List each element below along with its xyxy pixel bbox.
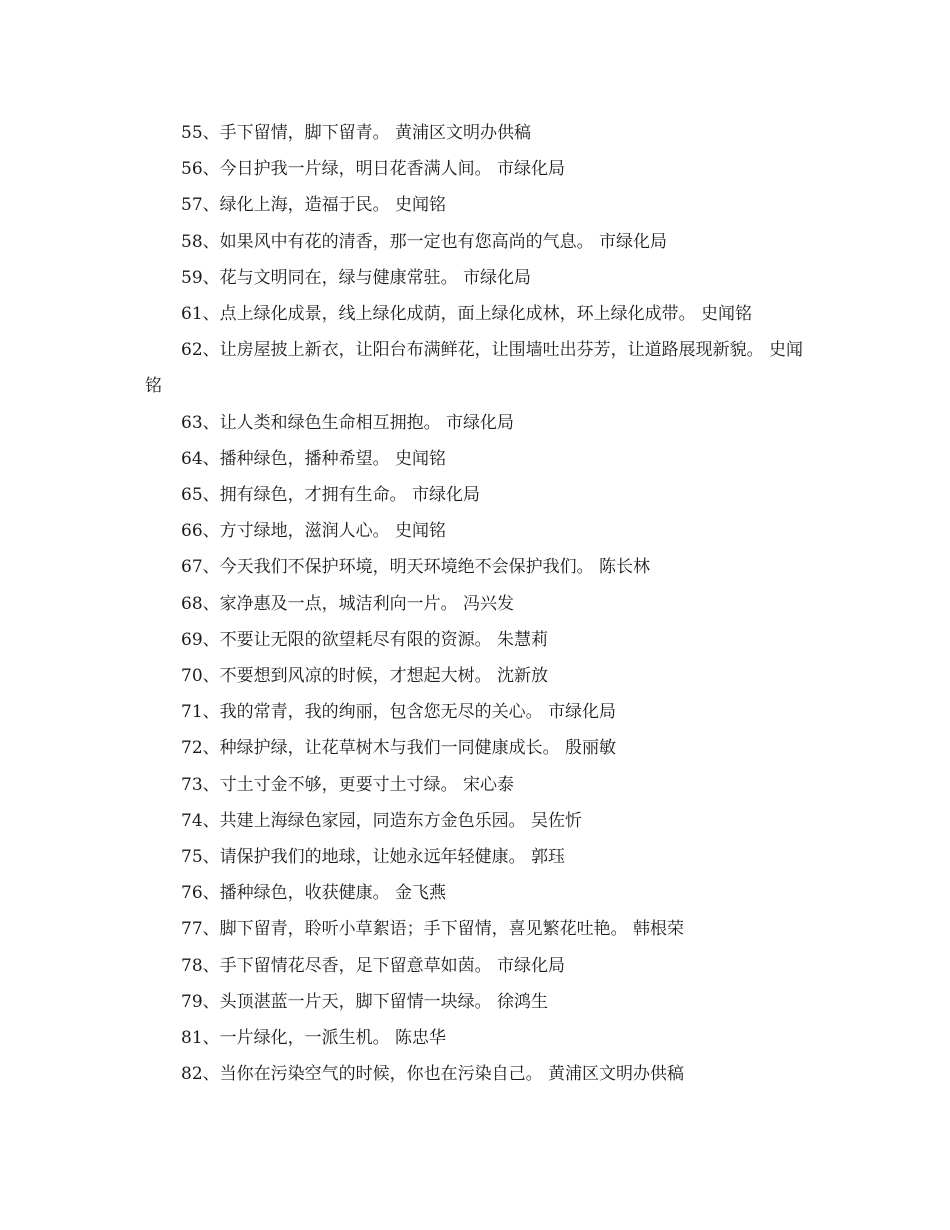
list-item: 70、不要想到风凉的时候，才想起大树。 沈新放 (181, 666, 549, 687)
list-item: 81、一片绿化，一派生机。 陈忠华 (181, 1028, 447, 1049)
list-item: 64、播种绿色，播种希望。 史闻铭 (181, 448, 447, 469)
list-item: 66、方寸绿地，滋润人心。 史闻铭 (181, 521, 447, 542)
list-item: 68、家净惠及一点，城洁利向一片。 冯兴发 (181, 593, 515, 614)
list-item: 56、今日护我一片绿，明日花香满人间。 市绿化局 (181, 159, 566, 180)
list-item: 62、让房屋披上新衣，让阳台布满鲜花，让围墙吐出芬芳，让道路展现新貌。 史闻铭 (145, 340, 804, 397)
list-item: 63、让人类和绿色生命相互拥抱。 市绿化局 (181, 412, 515, 433)
list-item: 58、如果风中有花的清香，那一定也有您高尚的气息。 市绿化局 (181, 231, 668, 252)
list-item: 67、今天我们不保护环境，明天环境绝不会保护我们。 陈长林 (181, 557, 651, 578)
list-item: 71、我的常青，我的绚丽，包含您无尽的关心。 市绿化局 (181, 702, 617, 723)
list-item: 72、种绿护绿，让花草树木与我们一同健康成长。 殷丽敏 (181, 738, 617, 759)
slogan-list (145, 115, 810, 1092)
list-item: 57、绿化上海，造福于民。 史闻铭 (181, 195, 447, 216)
list-item: 76、播种绿色，收获健康。 金飞燕 (181, 883, 447, 904)
list-item: 73、寸土寸金不够，更要寸土寸绿。 宋心泰 (181, 774, 515, 795)
list-item: 82、当你在污染空气的时候，你也在污染自己。 黄浦区文明办供稿 (181, 1064, 685, 1085)
list-item: 65、拥有绿色，才拥有生命。 市绿化局 (181, 485, 481, 506)
list-item: 75、请保护我们的地球，让她永远年轻健康。 郭珏 (181, 847, 566, 868)
list-item: 77、脚下留青，聆听小草絮语；手下留情，喜见繁花吐艳。 韩根荣 (181, 919, 685, 940)
list-item: 69、不要让无限的欲望耗尽有限的资源。 朱慧莉 (181, 629, 549, 650)
list-item: 78、手下留情花尽香，足下留意草如茵。 市绿化局 (181, 955, 566, 976)
list-item: 79、头顶湛蓝一片天，脚下留情一块绿。 徐鸿生 (181, 991, 549, 1012)
list-item: 55、手下留情，脚下留青。 黄浦区文明办供稿 (181, 123, 532, 143)
list-item: 59、花与文明同在，绿与健康常驻。 市绿化局 (181, 267, 532, 288)
list-item: 61、点上绿化成景，线上绿化成荫，面上绿化成林，环上绿化成带。 史闻铭 (181, 304, 753, 325)
list-item: 74、共建上海绿色家园，同造东方金色乐园。 吴佐忻 (181, 810, 583, 831)
